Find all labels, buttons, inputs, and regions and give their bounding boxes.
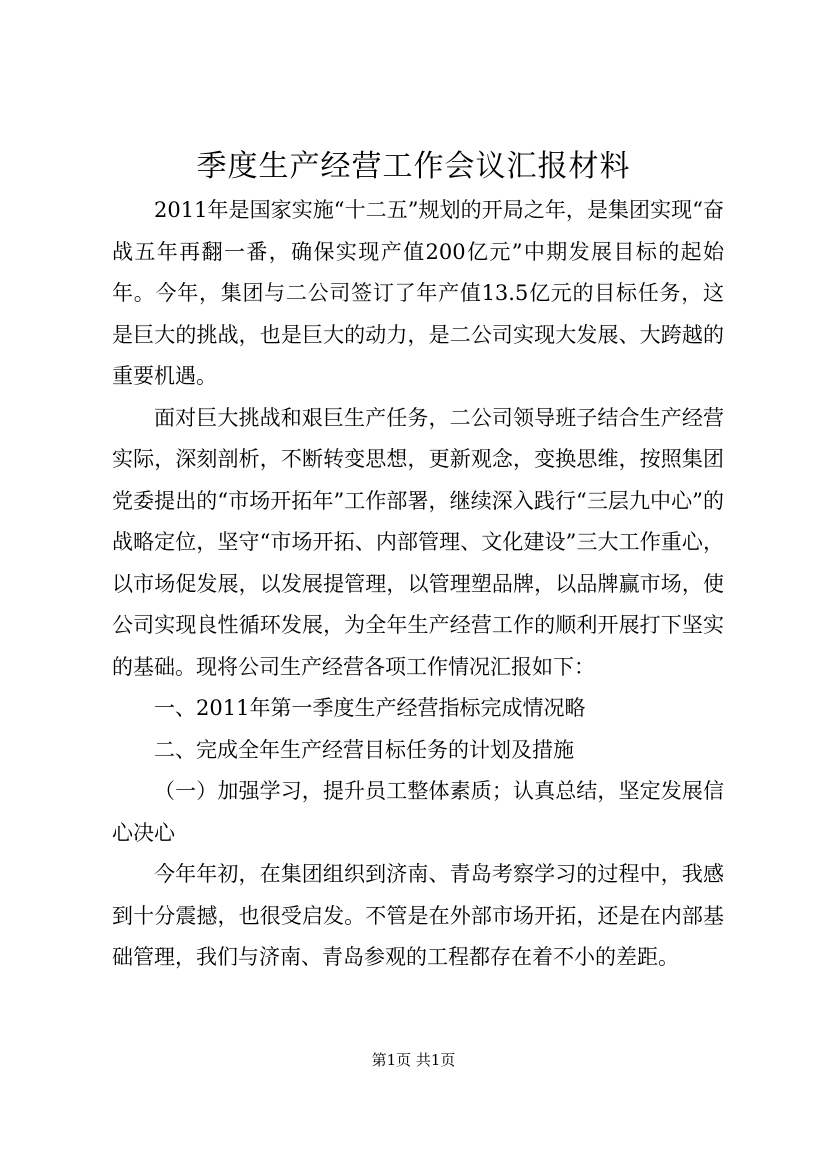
page-footer <box>0 1050 827 1070</box>
paragraph-challenge: 面对巨大挑战和艰巨生产任务，二公司领导班子结合生产经营实际，深刻剖析，不断转变思想，更新观念，变换思维，按照集团党委提出的“市场开拓年”工作部署，继续深入践行“三层九中心”的战略定位，坚守“市场开拓、内部管理、文化建设”三大工作重心，以市场促发展，以发展提管理，以管理塑品牌，以品牌赢市场，使公司实现良性循环发展，为全年生产经营工作的顺利开展打下坚实的基础。现将公司生产经营各项工作情况汇报如下： <box>112 405 724 679</box>
document-body <box>112 190 724 979</box>
page-number-label: 第1页 共1页 <box>371 1051 456 1069</box>
section-heading-1: 一、2011年第一季度生产经营指标完成情况略 <box>154 696 586 720</box>
paragraph-intro: 2011年是国家实施“十二五”规划的开局之年，是集团实现“奋战五年再翻一番，确保实现产值200亿元”中期发展目标的起始年。今年，集团与二公司签订了年产值13.5亿元的目标任务，这是巨大的挑战，也是巨大的动力，是二公司实现大发展、大跨越的重要机遇。 <box>112 198 724 388</box>
paragraph-study: 今年年初，在集团组织到济南、青岛考察学习的过程中，我感到十分震撼，也很受启发。不管是在外部市场开拓，还是在内部基础管理，我们与济南、青岛参观的工程都存在着不小的差距。 <box>112 862 724 969</box>
document-title: 季度生产经营工作会议汇报材料 <box>196 149 631 184</box>
section-heading-2: 二、完成全年生产经营目标任务的计划及措施 <box>154 737 574 762</box>
subsection-heading-1: （一）加强学习，提升员工整体素质；认真总结，坚定发展信心决心 <box>112 779 724 845</box>
